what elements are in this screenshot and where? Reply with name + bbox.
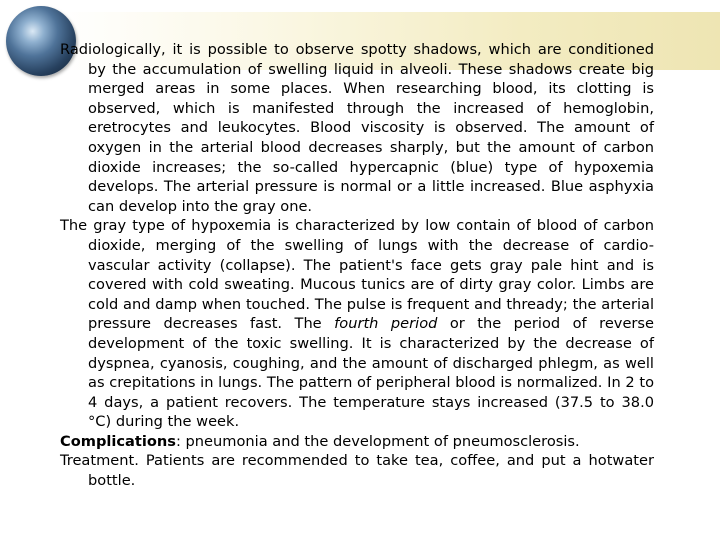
gray-hypoxemia-text-start: The gray type of hypoxemia is characterized by low contain of blood of carbon dioxide, merging of the swelling of lungs with the decrease of cardio-vascular activity (collapse). The patient's face gets gray pale hint and is covered with cold sweating. Mucous tunics are of dirty gray color. Limbs are cold and damp when touched. The pulse is frequent and thready; the arterial pressure decreases fast. The xyxy=(60,217,654,333)
complications-text: : pneumonia and the development of pneumosclerosis. xyxy=(175,432,580,450)
radiology-paragraph: Radiologically, it is possible to observe spotty shadows, which are conditioned by the accumulation of swelling liquid in alveoli. These shadows create big merged areas in some places. When researching blood, its clotting is observed, which is manifested through the increased of hemoglobin, eretrocytes and leukocytes. Blood viscosity is observed. The amount of oxygen in the arterial blood decreases sharply, but the amount of carbon dioxide increases; the so-called hypercapnic (blue) type of hypoxemia develops. The arterial pressure is normal or a little increased. Blue asphyxia can develop into the gray one. xyxy=(60,41,654,215)
treatment-paragraph: Treatment. Patients are recommended to take tea, coffee, and put a hotwater bottle. xyxy=(60,452,654,490)
document-body xyxy=(60,40,654,491)
complications-paragraph xyxy=(60,432,654,452)
complications-label: Complications xyxy=(60,432,176,450)
gray-hypoxemia-text-end: or the period of reverse development of the toxic swelling. It is characterized by the decrease of dyspnea, cyanosis, coughing, and the amount of discharged phlegm, as well as crepitations in lungs. The pattern of peripheral blood is normalized. In 2 to 4 days, a patient recovers. The temperature stays increased (37.5 to 38.0 °C) during the week. xyxy=(88,315,654,431)
fourth-period-term: fourth period xyxy=(334,315,438,333)
gray-hypoxemia-paragraph xyxy=(60,216,654,432)
